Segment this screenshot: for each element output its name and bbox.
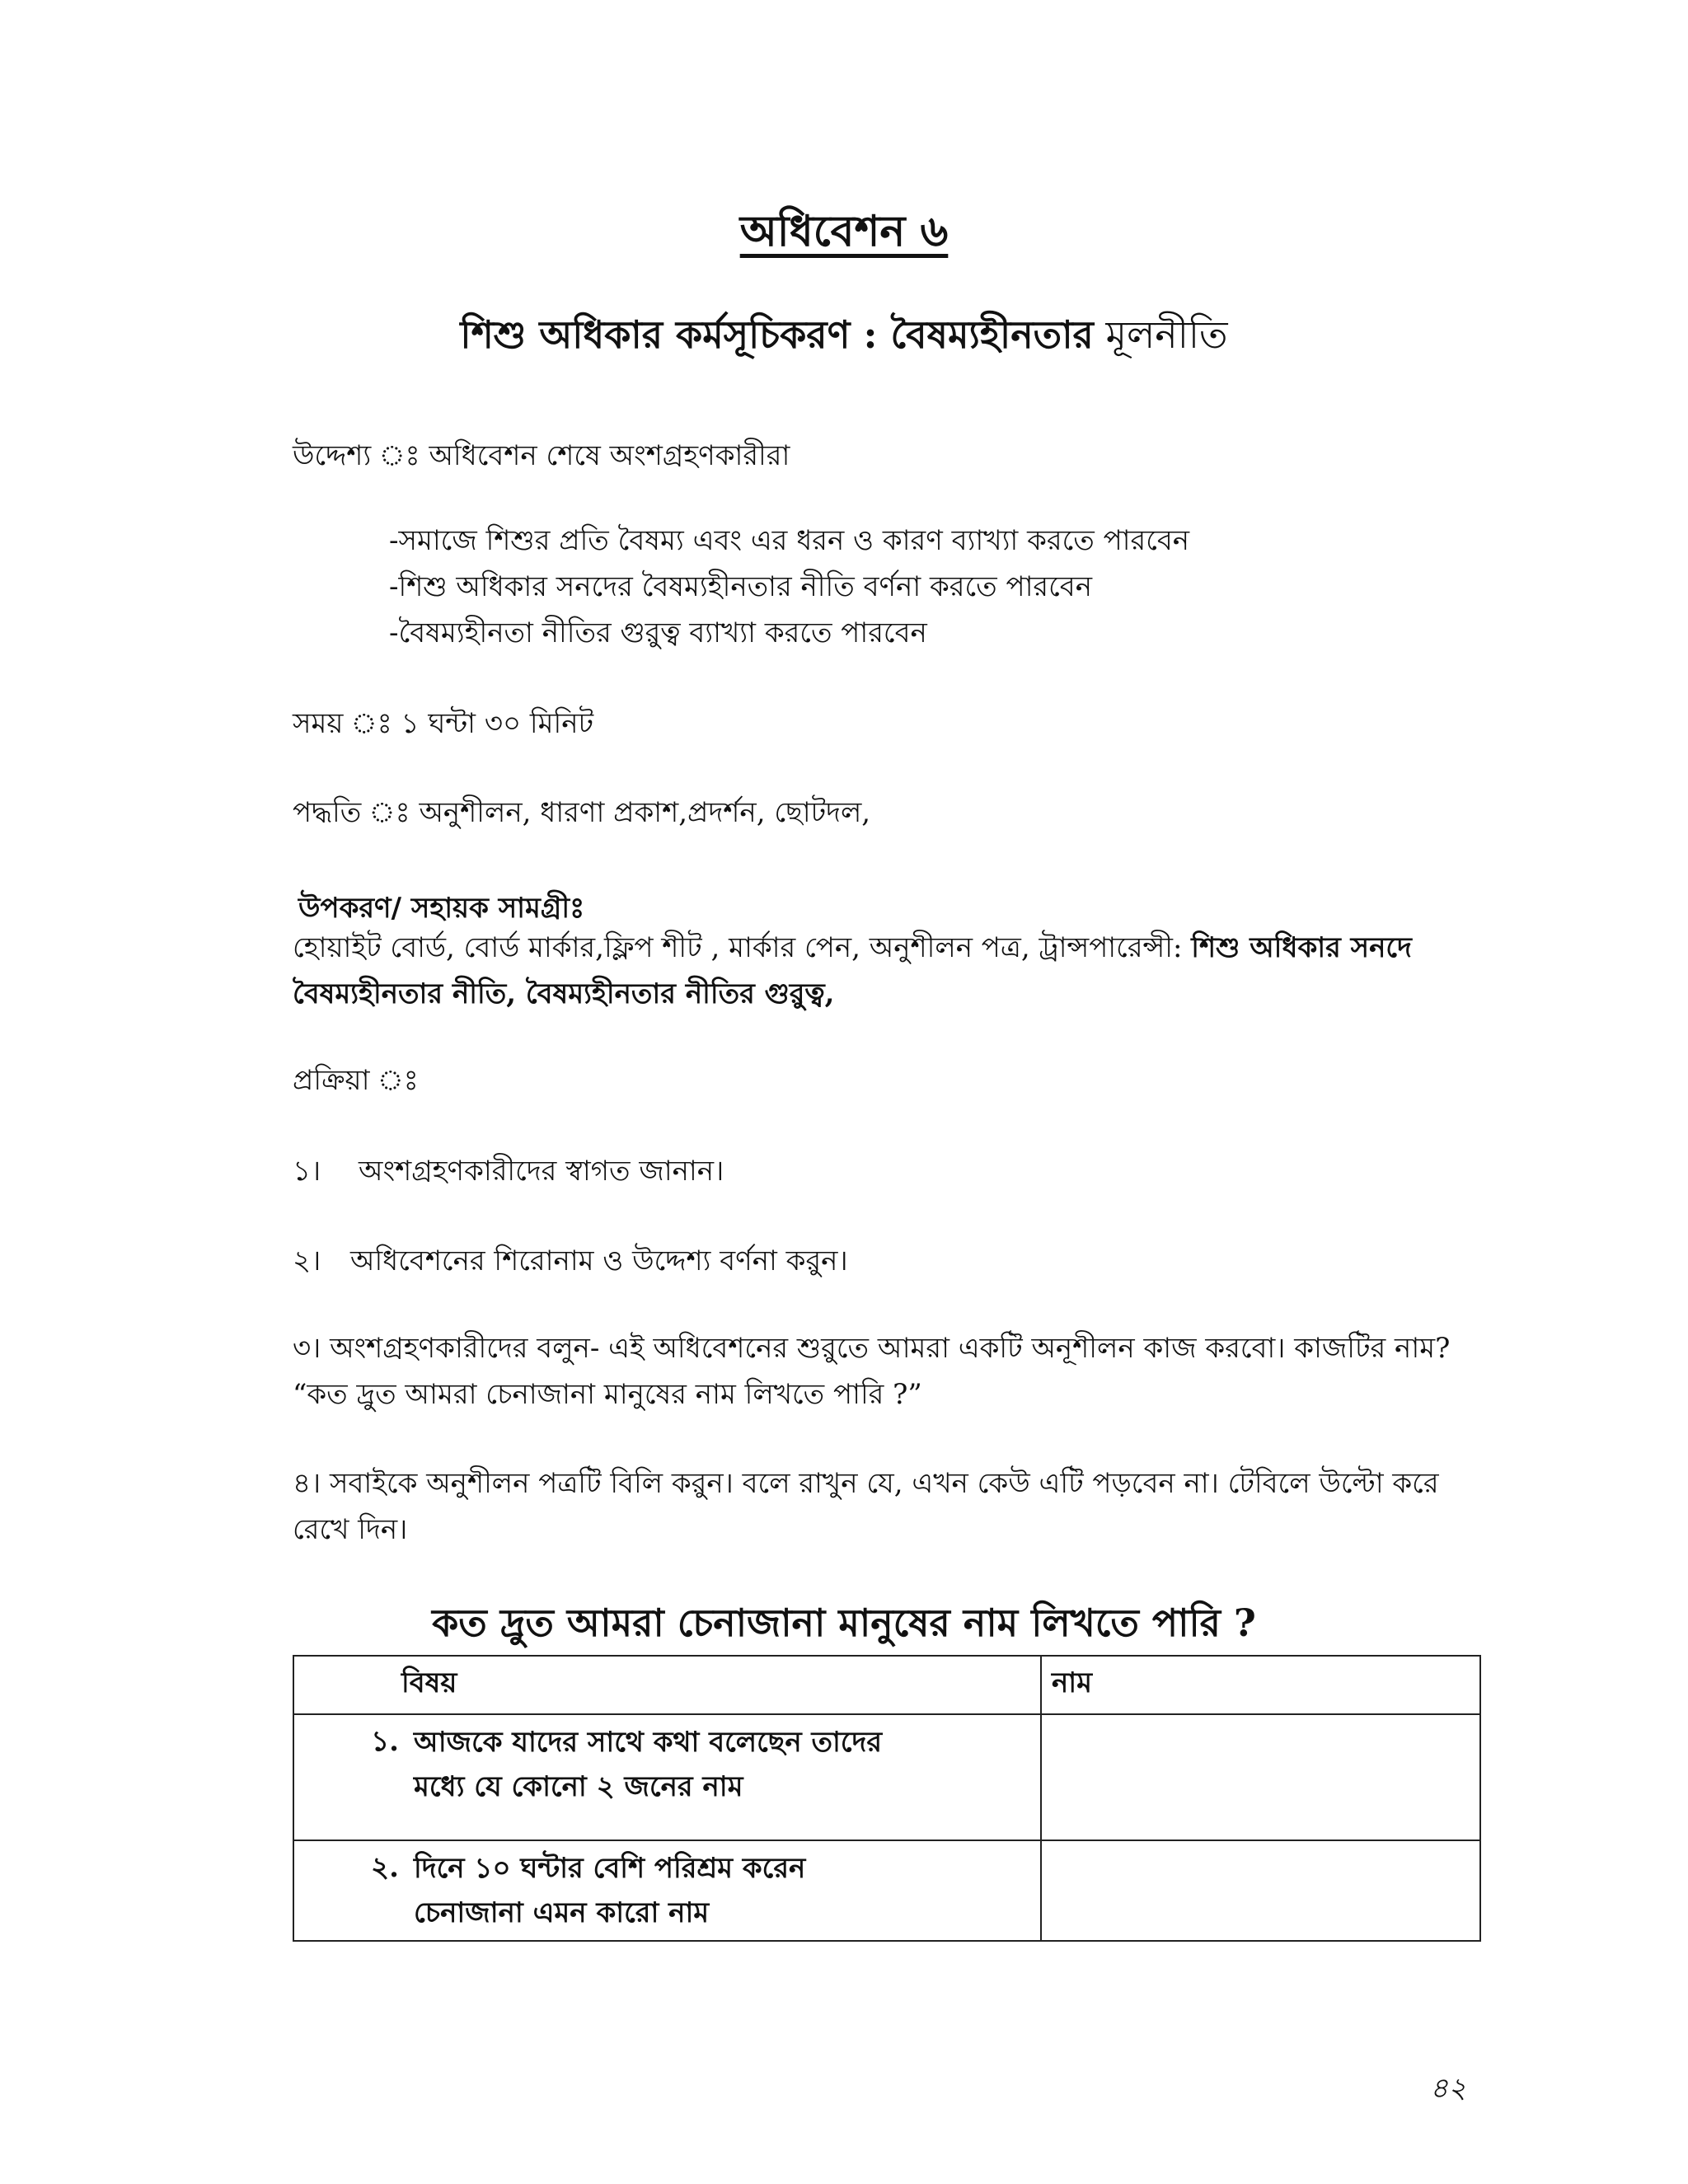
step-text: অংশগ্রহণকারীদের স্বাগত জানান।: [359, 1155, 724, 1188]
session-title: অধিবেশন ৬: [739, 206, 949, 256]
objective-list: [389, 518, 1189, 656]
method-line: পদ্ধতি ঃ অনুশীলন, ধারণা প্রকাশ,প্রদর্শন, ছোটদল,: [293, 796, 871, 829]
materials-text: [293, 925, 1471, 1017]
table-cell-name[interactable]: [1041, 1714, 1480, 1840]
row-topic-text: দিনে ১০ ঘন্টার বেশি পরিশ্রম করেন চেনাজানা এমন কারো নাম: [414, 1852, 806, 1929]
objective-item: -শিশু অধিকার সনদের বৈষম্যহীনতার নীতি বর্ণনা করতে পারবেন: [389, 570, 1093, 603]
process-step: [293, 1148, 1471, 1194]
table-cell-name[interactable]: [1041, 1840, 1480, 1941]
materials-bold: শিশু অধিকার সনদে বৈষম্যহীনতার নীতি, বৈষম্যহীনতার নীতির গুর‍ুত্ব,: [293, 931, 1412, 1010]
page-number: ৪২: [1430, 2072, 1467, 2105]
table-header-row: [293, 1656, 1480, 1714]
process-step: [293, 1238, 1471, 1284]
table-cell-topic: [293, 1840, 1041, 1941]
row-topic-text: আজকে যাদের সাথে কথা বলেছেন তাদের মধ্যে যে কোনো ২ জনের নাম: [414, 1726, 883, 1803]
table-row: [293, 1714, 1480, 1840]
table-cell-topic: [293, 1714, 1041, 1840]
row-number: ২.: [371, 1851, 399, 1884]
objective-heading: উদ্দেশ্য ঃ অধিবেশন শেষে অংশগ্রহণকারীরা: [293, 439, 790, 472]
exercise-table: [293, 1655, 1481, 1942]
step-number: ১।: [293, 1155, 321, 1188]
objective-item: -সমাজে শিশুর প্রতি বৈষম্য এবং এর ধরন ও কারণ ব্যাখ্যা করতে পারবেন: [389, 524, 1190, 557]
table-header-name: নাম: [1041, 1656, 1480, 1714]
table-row: [293, 1840, 1480, 1941]
time-line: সময় ঃ ১ ঘন্টা ৩০ মিনিট: [293, 707, 594, 740]
objective-item: -বৈষম্যহীনতা নীতির গুর‍ুত্ব ব্যাখ্যা করতে পারবেন: [389, 616, 927, 649]
process-step: ৪। সবাইকে অনুশীলন পত্রটি বিলি কর‍ুন। বলে রাখুন যে, এখন কেউ এটি পড়বেন না। টেবিলে উল্টো করে রেখে দিন।: [293, 1467, 1439, 1546]
materials-label: উপকরণ/ সহায়ক সামগ্রীঃ: [298, 892, 585, 925]
table-header-topic: বিষয়: [293, 1656, 1041, 1714]
process-step: ৩। অংশগ্রহণকারীদের বলুন- এই অধিবেশনের শুর‍ুতে আমরা একটি অনূশীলন কাজ করবো। কাজটির নাম? “কত দ্র‍ুত আমরা চেনাজানা মানুষের নাম লিখতে পারি ?”: [293, 1332, 1451, 1411]
exercise-title: কত দ্র‍ুত আমরা চেনাজানা মানুষের নাম লিখতে পারি ?: [432, 1601, 1256, 1645]
session-subtitle-bold: শিশু অধিকার কর্মসূচিকরণ : বৈষম্যহীনতার: [460, 312, 1094, 357]
process-heading: প্রক্রিয়া ঃ: [293, 1064, 419, 1097]
row-number: ১.: [371, 1725, 399, 1758]
step-number: ২।: [293, 1244, 321, 1277]
session-subtitle: [0, 307, 1688, 369]
step-text: অধিবেশনের শিরোনাম ও উদ্দেশ্য বর্ণনা কর‍ুন।: [350, 1244, 848, 1277]
session-subtitle-rest: মূলনীতি: [1093, 312, 1228, 357]
materials-normal: হোয়াইট বোর্ড, বোর্ড মার্কার,ফ্লিপ শীট , মার্কার পেন, অনুশীলন পত্র, ট্রান্সপারেন্সী:: [293, 931, 1192, 964]
